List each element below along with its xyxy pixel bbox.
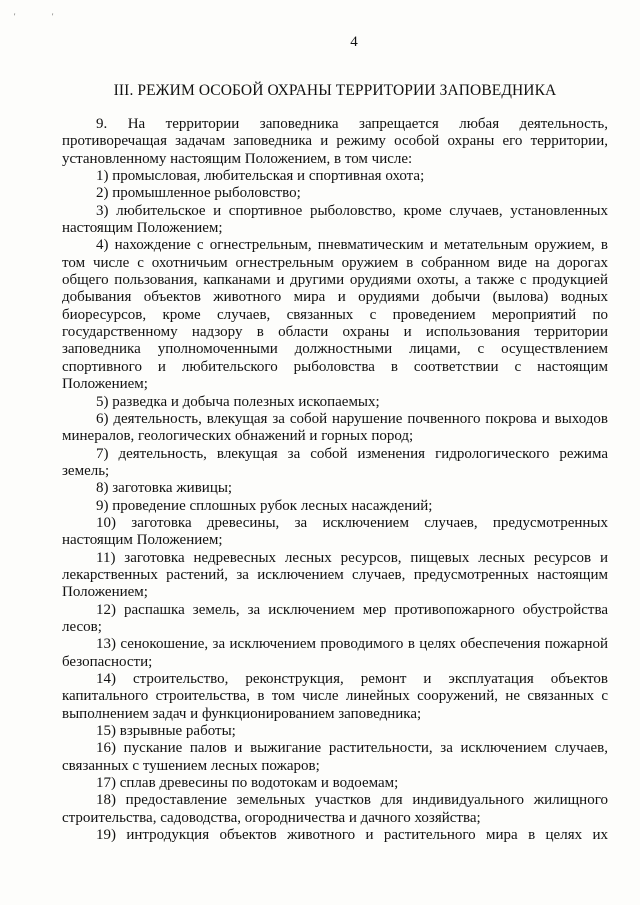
list-item-19: 19) интродукция объектов животного и растительного мира в целях их [96,827,608,844]
list-item-12: 12) распашка земель, за исключением мер противопожарного обустройства лесов; [62,601,608,635]
list-item-10: 10) заготовка древесины, за исключением случаев, предусмотренных настоящим Положением; [62,514,608,549]
list-item-14: 14) строительство, реконструкция, ремонт и эксплуатация объектов капитального строительства, в том числе линейных сооружений, не связанных с выполнением задач и функционированием заповедника; [62,671,608,722]
list-item-11: 11) заготовка недревесных лесных ресурсов, пищевых лесных ресурсов и лекарственных растений, за исключением случаев, предусмотренных настоящим Положением; [62,549,608,601]
list-item-1: 1) промысловая, любительская и спортивная охота; [96,168,425,185]
list-item-9: 9) проведение сплошных рубок лесных насаждений; [96,497,433,514]
list-item-8: 8) заготовка живицы; [96,480,233,497]
list-item-15: 15) взрывные работы; [96,723,236,740]
list-item-16: 16) пускание палов и выжигание растительности, за исключением случаев, связанных с тушением лесных пожаров; [62,740,608,774]
document-body [62,116,608,844]
list-item-6: 6) деятельность, влекущая за собой нарушение почвенного покрова и выходов минералов, геологических обнажений и горных пород; [62,410,608,445]
page-number: 4 [350,34,358,50]
scan-artifact-icon: ' [52,12,54,21]
paragraph-9: 9. На территории заповедника запрещается любая деятельность, противоречащая задачам заповедника и режиму особой охраны его территории, установленному настоящим Положением, в том числе: [62,116,608,167]
list-item-2: 2) промышленное рыболовство; [96,185,301,202]
section-title: III. РЕЖИМ ОСОБОЙ ОХРАНЫ ТЕРРИТОРИИ ЗАПОВЕДНИКА [113,82,557,99]
scan-artifact-icon: ' [14,12,16,21]
list-item-7: 7) деятельность, влекущая за собой изменения гидрологического режима земель; [62,445,608,479]
list-item-3: 3) любительское и спортивное рыболовство, кроме случаев, установленных настоящим Положением; [62,202,608,237]
list-item-4: 4) нахождение с огнестрельным, пневматическим и метательным оружием, в том числе с охотничьим огнестрельным оружием в собранном виде на дорогах общего пользования, капканами и другими орудиями охоты, а также с продукцией добывания объектов животного мира и орудиями добычи (вылова) водных биоресурсов, кроме случаев, связанных с проведением мероприятий по государственному надзору в области охраны и использования территории заповедника уполномоченными должностными лицами, с осуществлением спортивного и любительского рыболовства в соответствии с настоящим Положением; [62,237,608,393]
list-item-13: 13) сенокошение, за исключением проводимого в целях обеспечения пожарной безопасности; [62,636,608,670]
list-item-17: 17) сплав древесины по водотокам и водоемам; [96,775,399,792]
list-item-5: 5) разведка и добыча полезных ископаемых; [96,393,380,410]
list-item-18: 18) предоставление земельных участков для индивидуального жилищного строительства, садоводства, огородничества и дачного хозяйства; [62,792,608,826]
